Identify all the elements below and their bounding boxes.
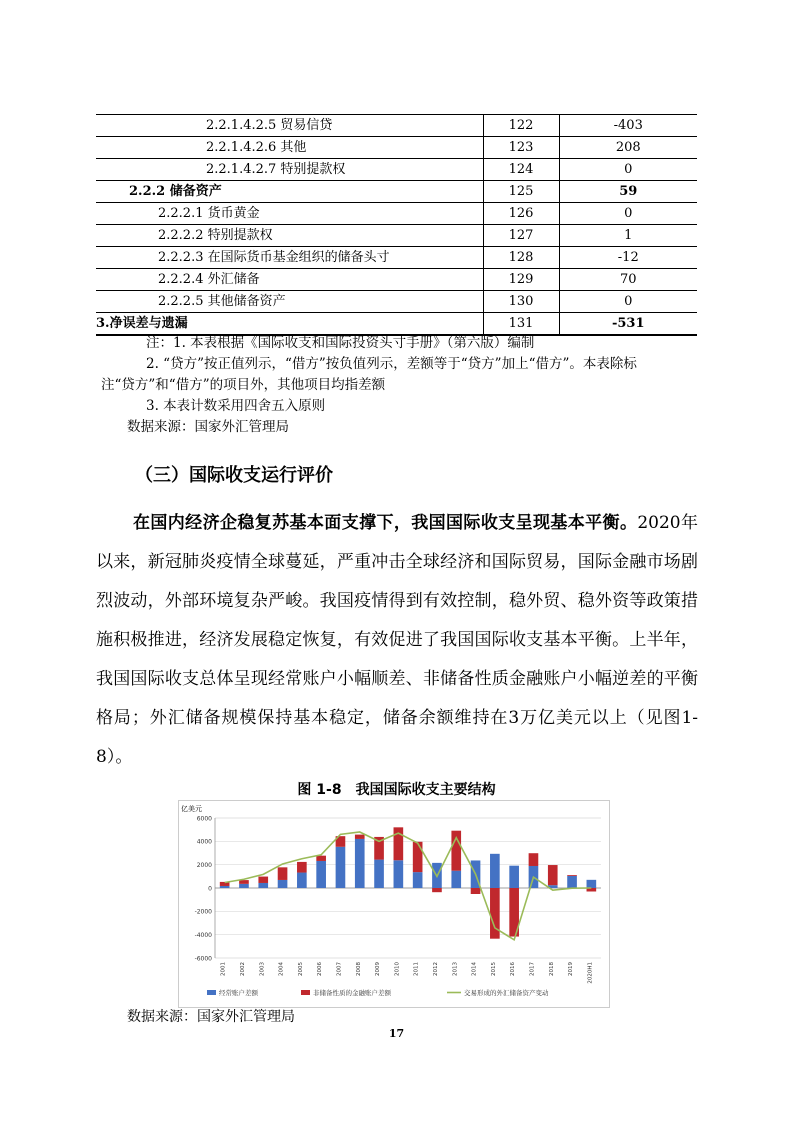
x-tick-label: 2001 bbox=[220, 962, 227, 976]
y-tick-label: -4000 bbox=[194, 931, 212, 939]
bar bbox=[413, 872, 423, 888]
bar bbox=[220, 886, 230, 888]
legend-swatch bbox=[207, 990, 216, 995]
table-row bbox=[96, 115, 697, 137]
x-tick-label: 2011 bbox=[413, 962, 420, 976]
bar bbox=[316, 861, 326, 888]
legend-label: 交易形成的外汇储备资产变动 bbox=[464, 989, 549, 997]
x-tick-label: 2014 bbox=[471, 962, 478, 976]
value-cell: 0 bbox=[559, 203, 697, 225]
x-tick-label: 2019 bbox=[568, 962, 575, 976]
x-tick-label: 2006 bbox=[317, 962, 324, 976]
value-cell: -403 bbox=[559, 115, 697, 137]
x-tick-label: 2003 bbox=[259, 962, 266, 976]
item-cell: 2.2.2.3 在国际货币基金组织的储备头寸 bbox=[158, 250, 390, 265]
bar bbox=[471, 888, 481, 894]
item-cell: 2.2.2.4 外汇储备 bbox=[158, 272, 260, 287]
bar bbox=[355, 835, 365, 839]
x-tick-label: 2002 bbox=[239, 962, 246, 976]
section-title: （三）国际收支运行评价 bbox=[135, 465, 333, 486]
y-tick-label: 4000 bbox=[196, 838, 212, 846]
note-3: 3. 本表计数采用四舍五入原则 bbox=[146, 398, 326, 414]
y-tick-label: 0 bbox=[208, 885, 212, 893]
table-row bbox=[96, 203, 697, 225]
item-cell: 2.2.1.4.2.6 其他 bbox=[206, 140, 307, 155]
table-row bbox=[96, 269, 697, 291]
row-code-cell: 129 bbox=[483, 269, 559, 291]
table-row bbox=[96, 137, 697, 159]
bar bbox=[278, 880, 288, 888]
data-source: 数据来源：国家外汇管理局 bbox=[127, 419, 289, 435]
bar bbox=[297, 862, 307, 873]
bar bbox=[548, 865, 558, 885]
y-tick-label: -2000 bbox=[194, 908, 212, 916]
bar bbox=[258, 883, 268, 888]
x-tick-label: 2013 bbox=[452, 962, 459, 976]
value-cell: -531 bbox=[559, 313, 697, 336]
value-cell: 70 bbox=[559, 269, 697, 291]
value-cell: 1 bbox=[559, 225, 697, 247]
bar bbox=[394, 860, 404, 888]
x-tick-label: 2007 bbox=[336, 962, 343, 976]
row-code-cell: 131 bbox=[483, 313, 559, 336]
row-code-cell: 130 bbox=[483, 291, 559, 313]
bar bbox=[374, 860, 384, 888]
x-tick-label: 2004 bbox=[278, 962, 285, 976]
balance-of-payments-table bbox=[96, 114, 697, 336]
page-number: 17 bbox=[388, 1027, 405, 1040]
item-cell: 2.2.2 储备资产 bbox=[129, 184, 222, 199]
x-tick-label: 2017 bbox=[529, 962, 536, 976]
legend-label: 非储备性质的金融账户差额 bbox=[313, 989, 391, 997]
figure-data-source: 数据来源：国家外汇管理局 bbox=[127, 1009, 295, 1025]
note-2-continued: 注“贷方”和“借方”的项目外，其他项目均指差额 bbox=[101, 377, 386, 393]
row-code-cell: 128 bbox=[483, 247, 559, 269]
x-tick-label: 2018 bbox=[548, 962, 555, 976]
value-cell: 59 bbox=[559, 181, 697, 203]
paragraph-lead: 在国内经济企稳复苏基本面支撑下，我国国际收支呈现基本平衡。 bbox=[133, 513, 638, 533]
bar bbox=[490, 888, 500, 939]
y-tick-label: -6000 bbox=[194, 955, 212, 963]
row-code-cell: 126 bbox=[483, 203, 559, 225]
value-cell: 208 bbox=[559, 137, 697, 159]
table-row bbox=[96, 247, 697, 269]
note-2: 2. “贷方”按正值列示，“借方”按负值列示，差额等于“贷方”加上“借方”。本表除标 bbox=[146, 356, 637, 372]
bar bbox=[529, 853, 539, 866]
bar bbox=[278, 867, 288, 880]
bar bbox=[490, 854, 500, 888]
table-row bbox=[96, 181, 697, 203]
bar bbox=[239, 880, 249, 884]
y-axis-label: 亿美元 bbox=[181, 805, 202, 813]
body-paragraph bbox=[96, 504, 698, 777]
bar bbox=[394, 827, 404, 860]
x-tick-label: 2009 bbox=[375, 962, 382, 976]
x-tick-label: 2015 bbox=[490, 962, 497, 976]
paragraph-body: 2020年以来，新冠肺炎疫情全球蔓延，严重冲击全球经济和国际贸易，国际金融市场剧烈波动，外部环境复杂严峻。我国疫情得到有效控制，稳外贸、稳外资等政策措施积极推进，经济发展稳定恢复，有效促进了我国国际收支基本平衡。上半年，我国国际收支总体呈现经常账户小幅顺差、非储备性质金融账户小幅逆差的平衡格局；外汇储备规模保持基本稳定，储备余额维持在3万亿美元以上（见图1-8）。 bbox=[96, 513, 698, 767]
bar bbox=[239, 884, 249, 888]
bar bbox=[258, 877, 268, 883]
figure-title: 图 1-8 我国国际收支主要结构 bbox=[297, 782, 496, 798]
item-cell: 2.2.2.1 货币黄金 bbox=[158, 206, 260, 221]
y-tick-label: 2000 bbox=[196, 861, 212, 869]
legend-swatch bbox=[301, 990, 310, 995]
bar bbox=[587, 880, 597, 888]
row-code-cell: 122 bbox=[483, 115, 559, 137]
bar bbox=[567, 876, 577, 888]
row-code-cell: 123 bbox=[483, 137, 559, 159]
item-cell: 2.2.1.4.2.7 特别提款权 bbox=[206, 162, 346, 177]
x-tick-label: 2008 bbox=[355, 962, 362, 976]
bar bbox=[509, 866, 519, 888]
x-tick-label: 2005 bbox=[297, 962, 304, 976]
row-code-cell: 124 bbox=[483, 159, 559, 181]
value-cell: 0 bbox=[559, 159, 697, 181]
table-row bbox=[96, 291, 697, 313]
x-tick-label: 2016 bbox=[510, 962, 517, 976]
item-cell: 2.2.2.5 其他储备资产 bbox=[158, 294, 286, 309]
bar bbox=[316, 856, 326, 861]
note-1: 注：1. 本表根据《国际收支和国际投资头寸手册》（第六版）编制 bbox=[146, 335, 535, 351]
bar bbox=[567, 875, 577, 876]
bar bbox=[297, 873, 307, 888]
value-cell: -12 bbox=[559, 247, 697, 269]
table-row bbox=[96, 225, 697, 247]
table-notes bbox=[101, 333, 637, 438]
x-tick-label: 2012 bbox=[432, 962, 439, 976]
y-tick-label: 6000 bbox=[196, 815, 212, 823]
item-cell: 2.2.2.2 特别提款权 bbox=[158, 228, 273, 243]
table-row bbox=[96, 313, 697, 336]
bar bbox=[336, 847, 346, 888]
row-code-cell: 127 bbox=[483, 225, 559, 247]
row-code-cell: 125 bbox=[483, 181, 559, 203]
x-tick-label: 2020H1 bbox=[587, 962, 594, 984]
bar bbox=[413, 842, 423, 872]
legend-label: 经常账户差额 bbox=[219, 989, 258, 997]
value-cell: 0 bbox=[559, 291, 697, 313]
table-row bbox=[96, 159, 697, 181]
bar bbox=[432, 888, 442, 892]
x-tick-label: 2010 bbox=[394, 962, 401, 976]
bop-structure-chart bbox=[178, 800, 610, 1008]
item-cell: 2.2.1.4.2.5 贸易信贷 bbox=[206, 118, 333, 133]
bar bbox=[355, 839, 365, 888]
item-cell: 3.净误差与遗漏 bbox=[96, 316, 188, 331]
bar bbox=[451, 871, 461, 888]
